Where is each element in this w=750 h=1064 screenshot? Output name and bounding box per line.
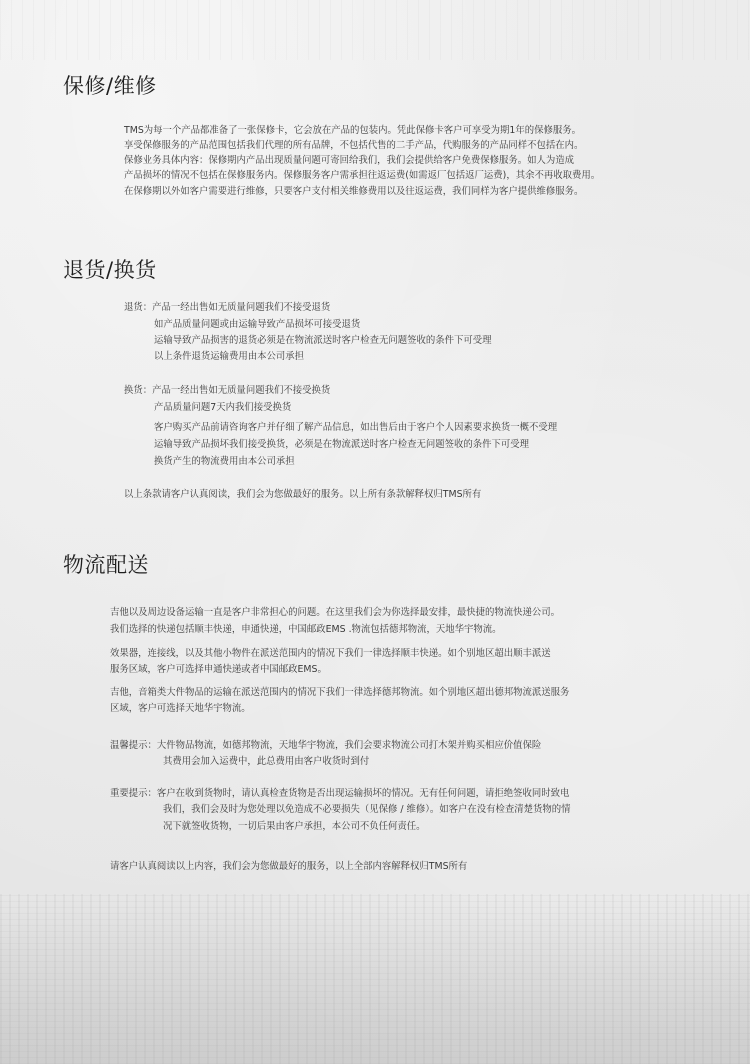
warranty-line: 产品损坏的情况不包括在保修服务内。保修服务客户需承担往返运费(如需返厂包括返厂运费)，其余不再收取费用。 bbox=[124, 170, 601, 181]
warranty-line: TMS为每一个产品都准备了一张保修卡，它会放在产品的包装内。凭此保修卡客户可享受为期1年的保修服务。 bbox=[124, 125, 581, 136]
tip-line: 温馨提示：大件物品物流，如德邦物流，天地华宇物流，我们会要求物流公司打木架并购买相应价值保险 bbox=[110, 740, 542, 751]
guitar-shipping-line: 吉他，音箱类大件物品的运输在派送范围内的情况下我们一律选择德邦物流。如个别地区超出德邦物流派送服务 bbox=[110, 687, 570, 698]
warranty-line: 享受保修服务的产品范围包括我们代理的所有品牌，不包括代售的二手产品，代购服务的产品同样不包括在内。 bbox=[124, 140, 584, 151]
effects-shipping-line: 效果器，连接线，以及其他小物件在派送范围内的情况下我们一律选择顺丰快递。如个别地区超出顺丰派送 bbox=[110, 648, 551, 659]
logistics-intro-line: 吉他以及周边设备运输一直是客户非常担心的问题。在这里我们会为你选择最安排，最快捷的物流快递公司。 bbox=[110, 607, 561, 618]
returns-heading: 退货/换货 bbox=[63, 258, 157, 282]
logistics-closing: 请客户认真阅读以上内容，我们会为您做最好的服务，以上全部内容解释权归TMS所有 bbox=[110, 861, 468, 872]
paper-texture-top bbox=[0, 0, 750, 60]
return-line: 如产品质量问题或由运输导致产品损坏可接受退货 bbox=[154, 319, 361, 330]
paper-texture-bottom bbox=[0, 894, 750, 1064]
return-line: 以上条件退货运输费用由本公司承担 bbox=[154, 351, 305, 362]
warranty-line: 在保修期以外如客户需要进行维修，只要客户支付相关维修费用以及往返运费，我们同样为客户提供维修服务。 bbox=[124, 186, 584, 197]
exchange-line: 运输导致产品损坏我们接受换货，必须是在物流派送时客户检查无问题签收的条件下可受理 bbox=[154, 439, 530, 450]
guitar-shipping-line: 区域，客户可选择天地华宇物流。 bbox=[110, 703, 251, 714]
exchange-line: 换货：产品一经出售如无质量问题我们不接受换货 bbox=[124, 385, 331, 396]
warranty-line: 保修业务具体内容：保修期内产品出现质量问题可寄回给我们，我们会提供给客户免费保修服务。如人为造成 bbox=[124, 155, 575, 166]
exchange-line: 客户购买产品前请咨询客户并仔细了解产品信息，如出售后由于客户个人因素要求换货一概不受理 bbox=[154, 422, 558, 433]
exchange-line: 换货产生的物流费用由本公司承担 bbox=[154, 456, 295, 467]
important-line: 重要提示：客户在收到货物时，请认真检查货物是否出现运输损坏的情况。无有任何问题，请拒绝签收同时致电 bbox=[110, 788, 570, 799]
important-line: 我们，我们会及时为您处理以免造成不必要损失（见保修 / 维修）。如客户在没有检查清楚货物的情 bbox=[163, 804, 571, 815]
returns-closing: 以上条款请客户认真阅读，我们会为您做最好的服务。以上所有条款解释权归TMS所有 bbox=[124, 489, 482, 500]
exchange-line: 产品质量问题7天内我们接受换货 bbox=[154, 402, 292, 413]
return-line: 运输导致产品损害的退货必须是在物流派送时客户检查无问题签收的条件下可受理 bbox=[154, 335, 492, 346]
effects-shipping-line: 服务区域，客户可选择申通快递或者中国邮政EMS。 bbox=[110, 664, 327, 675]
logistics-intro-line: 我们选择的快递包括顺丰快递，申通快递，中国邮政EMS .物流包括德邦物流，天地华宇物流。 bbox=[110, 624, 502, 635]
return-line: 退货：产品一经出售如无质量问题我们不接受退货 bbox=[124, 302, 331, 313]
warranty-heading: 保修/维修 bbox=[63, 74, 157, 98]
logistics-heading: 物流配送 bbox=[63, 553, 149, 577]
tip-line: 其费用会加入运费中，此总费用由客户收货时到付 bbox=[163, 756, 370, 767]
important-line: 况下就签收货物，一切后果由客户承担，本公司不负任何责任。 bbox=[163, 821, 426, 832]
